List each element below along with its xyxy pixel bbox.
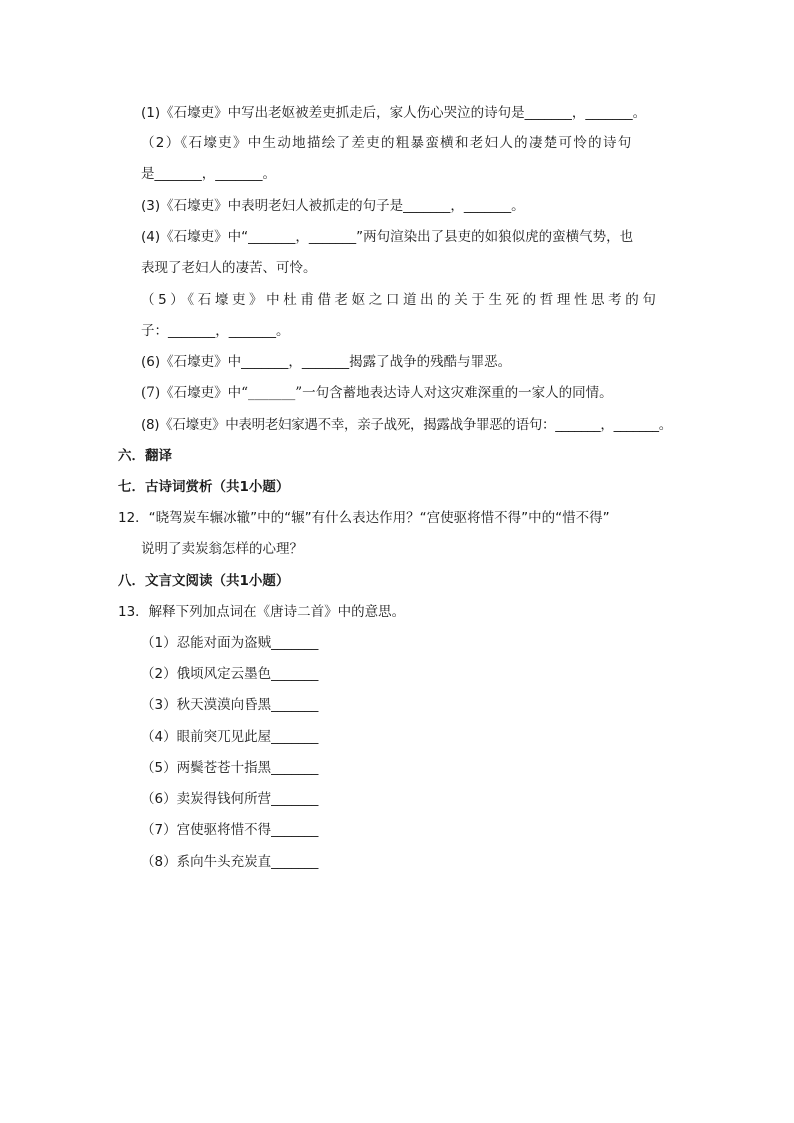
list-item: （4）眼前突兀见此屋_______: [141, 729, 319, 745]
list-item: （8）系向牛头充炭直_______: [141, 854, 319, 870]
question-line: (1)《石壕吏》中写出老妪被差吏抓走后，家人伤心哭泣的诗句是_______，_______。: [141, 105, 647, 121]
list-item: （5）两鬓苍苍十指黑_______: [141, 760, 319, 776]
list-item: （7）宫使驱将惜不得_______: [141, 822, 319, 838]
question-line: （5）《石壕吏》中杜甫借老妪之口道出的关于生死的哲理性思考的句: [141, 292, 660, 308]
question-line: （2）《石壕吏》中生动地描绘了差吏的粗暴蛮横和老妇人的凄楚可怜的诗句: [141, 135, 633, 151]
question-line: (7)《石壕吏》中“_______”一句含蓄地表达诗人对这灾难深重的一家人的同情。: [141, 385, 613, 401]
list-item: （3）秋天漠漠向昏黑_______: [141, 697, 319, 713]
question-line: 是_______，_______。: [141, 166, 276, 182]
question-line: 12．“晓驾炭车辗冰辙”中的“辗”有什么表达作用？“宫使驱将惜不得”中的“惜不得”: [118, 510, 610, 526]
question-line: 子：_______，_______。: [141, 323, 290, 339]
question-line: (4)《石壕吏》中“_______，_______”两句渲染出了县吏的如狼似虎的蛮横气势，也: [141, 229, 634, 245]
list-item: （1）忍能对面为盗贼_______: [141, 635, 319, 651]
section-heading: 八．文言文阅读（共1小题）: [118, 573, 290, 589]
question-line: 说明了卖炭翁怎样的心理？: [141, 541, 303, 557]
section-heading: 六．翻译: [118, 448, 172, 464]
section-heading: 七．古诗词赏析（共1小题）: [118, 479, 290, 495]
list-item: （6）卖炭得钱何所营_______: [141, 791, 319, 807]
question-line: (8)《石壕吏》中表明老妇家遇不幸，亲子战死，揭露战争罪恶的语句：_______，_______。: [141, 417, 672, 433]
question-line: (3)《石壕吏》中表明老妇人被抓走的句子是_______，_______。: [141, 198, 525, 214]
question-line: 13．解释下列加点词在《唐诗二首》中的意思。: [118, 604, 406, 620]
question-line: (6)《石壕吏》中_______，_______揭露了战争的残酷与罪恶。: [141, 354, 512, 370]
question-line: 表现了老妇人的凄苦、可怜。: [141, 260, 317, 276]
list-item: （2）俄顷风定云墨色_______: [141, 666, 319, 682]
